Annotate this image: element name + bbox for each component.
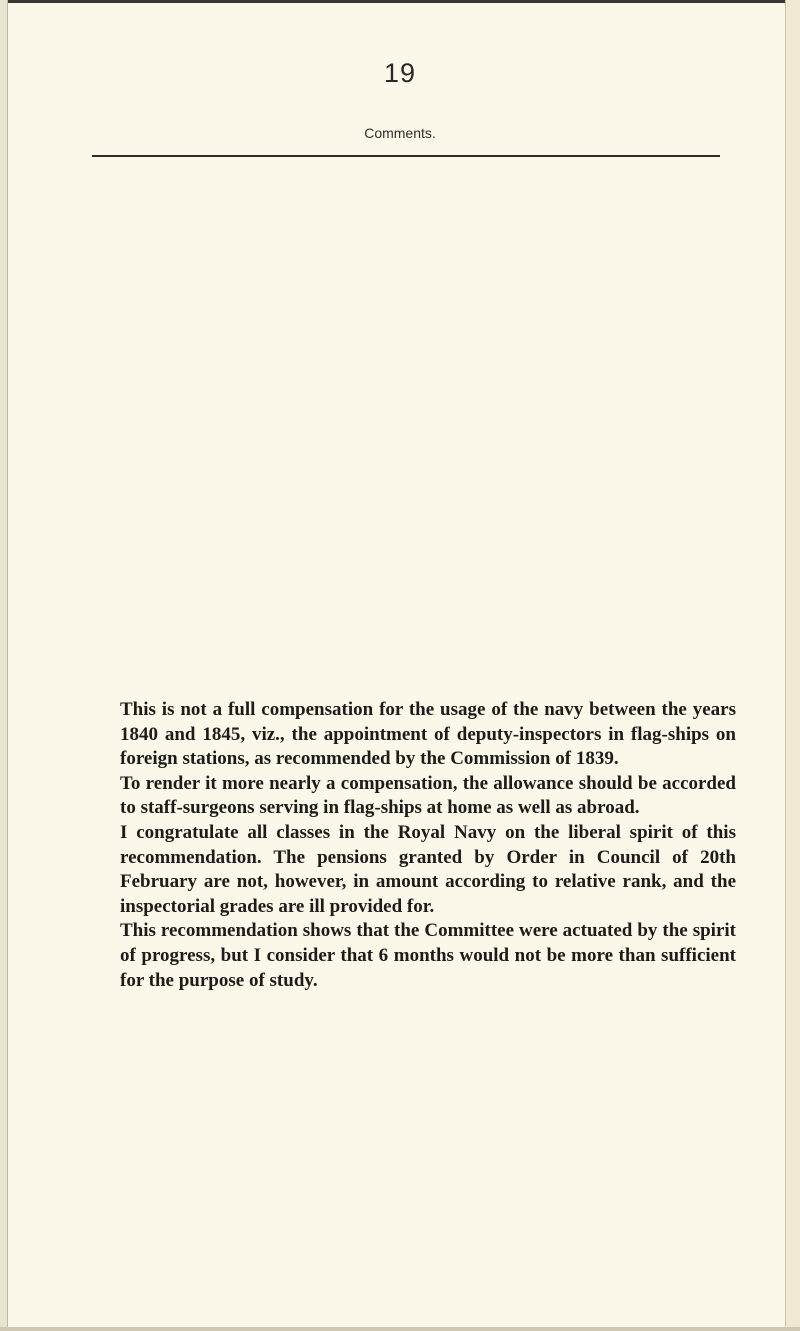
page-edge-top: [0, 0, 800, 3]
page-number: 19: [383, 58, 417, 88]
body-text: [120, 698, 736, 993]
paragraph: This recommendation shows that the Committee were actuated by the spirit of progress, but I consider that 6 months would not be more than sufficient for the purpose of study.: [120, 920, 736, 991]
paragraph: To render it more nearly a compensation, the allowance should be accorded to staff-surgeons serving in flag-ships at home as well as abroad.: [120, 772, 736, 819]
paragraph: I congratulate all classes in the Royal Navy on the liberal spirit of this recommendation. The pensions granted by Order in Council of 20th February are not, however, in amount according to relative rank, and the inspectorial grades are ill provided for.: [120, 821, 736, 917]
page-edge-left: [0, 0, 8, 1331]
paragraph: This is not a full compensation for the usage of the navy between the years 1840 and 1845, viz., the appointment of deputy-inspectors in flag-ships on foreign stations, as recommended by the Commission of 1839.: [120, 699, 736, 770]
page-edge-bottom: [0, 1327, 800, 1331]
header-rule: [92, 155, 720, 157]
page-edge-right: [785, 0, 800, 1331]
running-head: Comments.: [364, 125, 436, 141]
